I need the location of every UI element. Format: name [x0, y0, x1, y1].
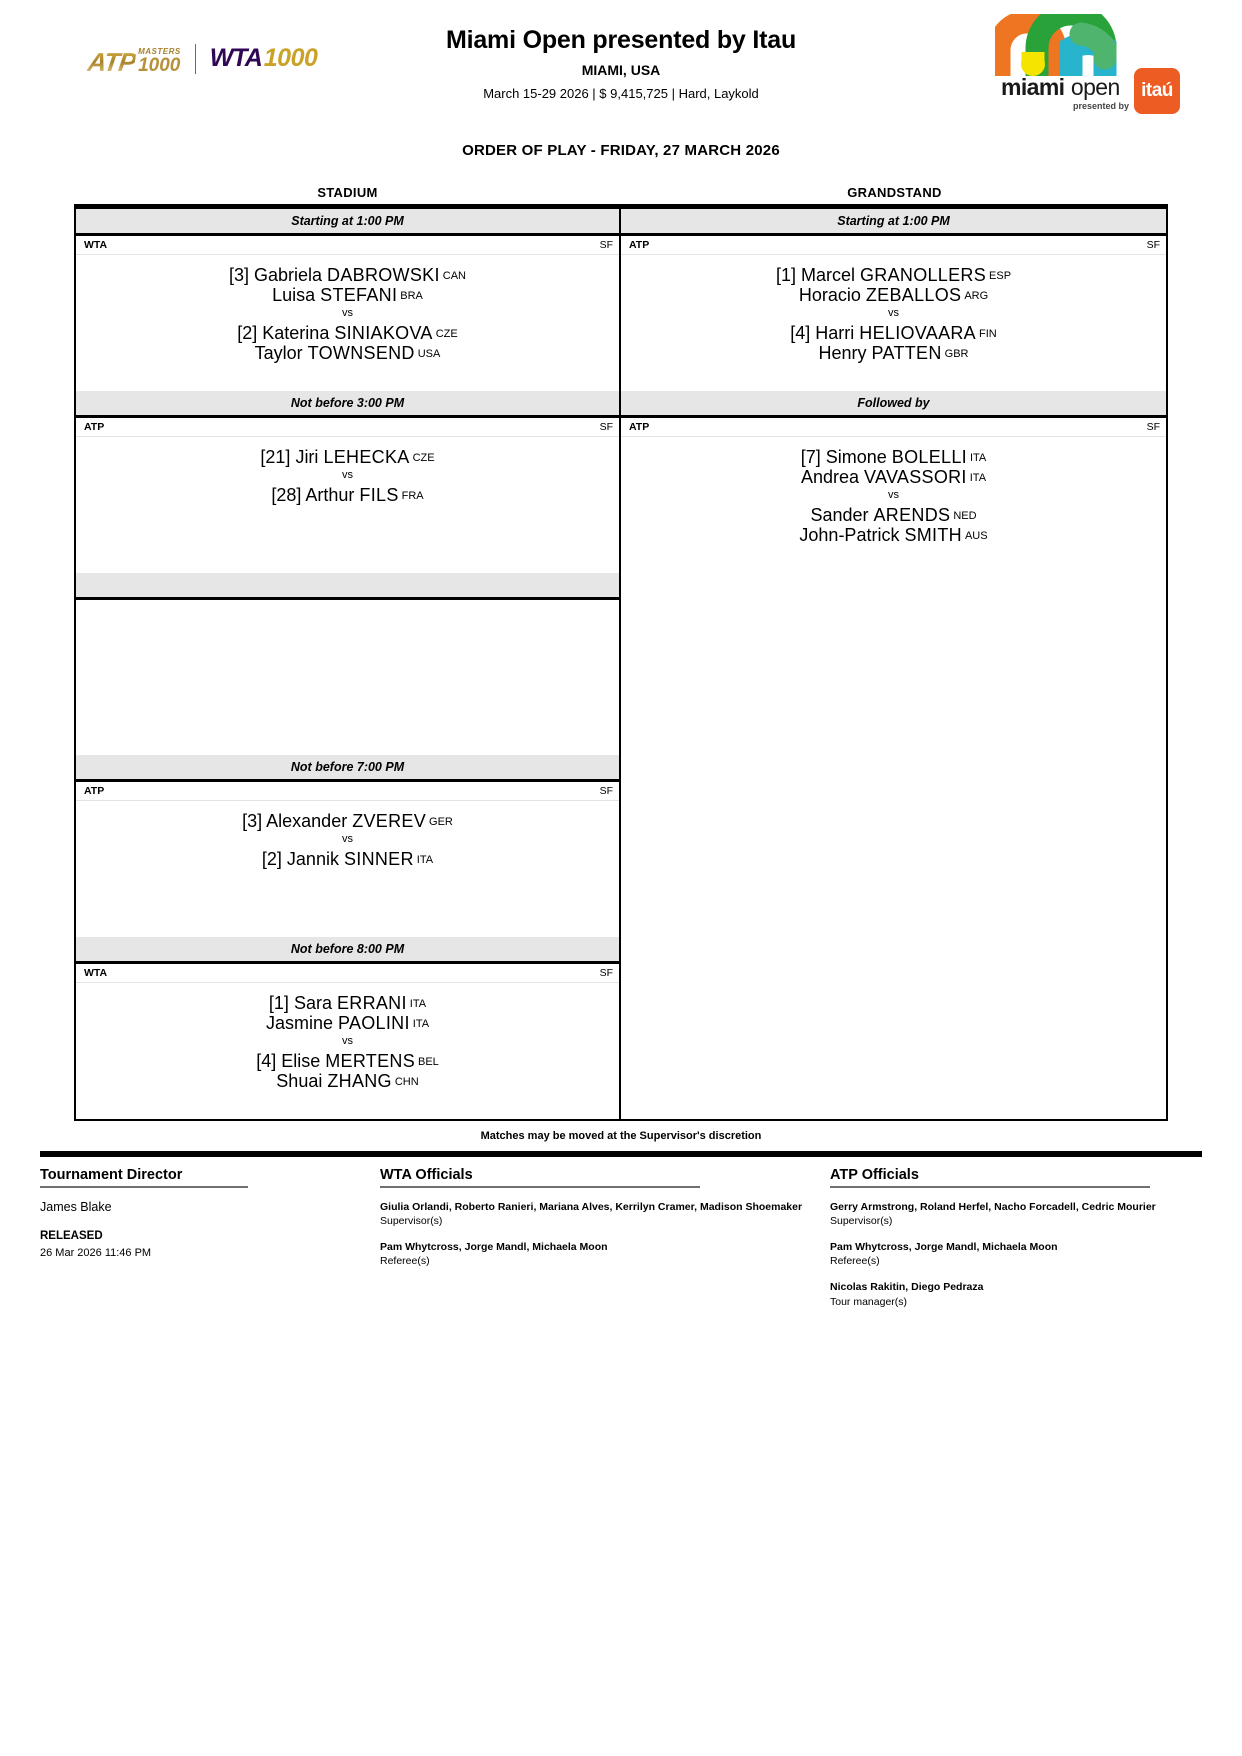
schedule-cell-stadium — [76, 937, 621, 1119]
match-entry-empty — [621, 755, 1166, 937]
wta-logo-word: WTA — [209, 44, 262, 72]
player-seed: [2] — [237, 322, 263, 343]
match-entry[interactable] — [76, 801, 619, 937]
player-seed: [3] — [228, 265, 254, 285]
atp-official-names: Pam Whytcross, Jorge Mandl, Michaela Moon — [830, 1241, 1058, 1254]
miami-open-word-open: open — [1070, 74, 1120, 100]
schedule-cell-stadium — [76, 209, 621, 391]
schedule-cell-grandstand — [621, 391, 1166, 573]
player-country-code: NED — [953, 509, 977, 522]
match-tour-round-bar — [76, 964, 619, 983]
atp-officials-heading: ATP Officials — [830, 1167, 919, 1183]
wta-official-group — [380, 1240, 812, 1267]
atp-official-role: Referee(s) — [830, 1255, 880, 1268]
schedule-cell-grandstand — [621, 573, 1166, 755]
player-country-code: ITA — [969, 452, 987, 464]
player-first-name: Marcel — [800, 265, 860, 285]
player-last-name: ZEBALLOS — [865, 285, 962, 306]
atp-official-group — [830, 1240, 1184, 1267]
player-name-line — [801, 447, 987, 467]
atp-logo-tier: 1000 — [138, 55, 181, 76]
wta-official-names: Giulia Orlandi, Roberto Ranieri, Mariana Alves, Kerrilyn Cramer, Madison Shoemaker — [380, 1201, 803, 1213]
schedule-row — [76, 209, 1166, 391]
atp-official-group — [830, 1280, 1184, 1307]
tournament-director-heading: Tournament Director — [40, 1167, 183, 1183]
schedule-row — [76, 937, 1166, 1119]
player-first-name: Jiri — [295, 447, 324, 467]
player-country-code: GER — [429, 816, 453, 828]
wta-officials-column — [380, 1167, 830, 1321]
match-round-label: SF — [599, 239, 613, 251]
itau-sponsor-logo: itaú — [1134, 68, 1180, 114]
player-name-line — [819, 343, 969, 363]
wta-logo-tier: 1000 — [263, 44, 318, 72]
miami-open-word-miami: miami — [1001, 74, 1065, 100]
schedule-grid — [74, 204, 1168, 1121]
player-first-name: Elise — [281, 1050, 326, 1071]
player-last-name: GRANOLLERS — [859, 265, 987, 285]
atp-logo-masters-text: MASTERS — [138, 47, 181, 56]
match-tour-label: WTA — [84, 239, 108, 251]
player-first-name: Harri — [815, 322, 860, 343]
match-entry[interactable] — [621, 255, 1166, 391]
player-last-name: VAVASSORI — [864, 467, 967, 488]
player-name-line — [242, 811, 453, 831]
tournament-title: Miami Open presented by Itau — [445, 26, 797, 54]
player-seed: [28] — [271, 484, 306, 505]
player-last-name: DABROWSKI — [327, 265, 440, 285]
wta-official-names: Pam Whytcross, Jorge Mandl, Michaela Moon — [380, 1241, 608, 1254]
player-last-name: ZVEREV — [352, 811, 427, 831]
player-first-name: Henry — [818, 342, 872, 363]
player-first-name: Horacio — [798, 285, 866, 306]
player-seed: [4] — [790, 322, 816, 343]
match-time-label: Not before 7:00 PM — [76, 755, 619, 782]
player-name-line — [276, 1071, 418, 1091]
schedule-row — [76, 391, 1166, 573]
supervisor-discretion-note: Matches may be moved at the Supervisor's discretion — [480, 1130, 762, 1142]
player-first-name: Alexander — [266, 811, 353, 831]
match-entry-empty — [76, 600, 619, 755]
player-name-line — [266, 1013, 429, 1033]
player-last-name: ARENDS — [873, 504, 951, 525]
versus-separator: vs — [888, 307, 899, 320]
player-last-name: PAOLINI — [337, 1013, 410, 1034]
logo-divider — [195, 44, 196, 74]
player-first-name: Sara — [293, 993, 337, 1013]
player-country-code: CZE — [412, 452, 435, 464]
wta-official-role: Referee(s) — [380, 1255, 430, 1268]
player-name-line — [262, 849, 433, 869]
player-last-name: STEFANI — [320, 285, 398, 306]
player-first-name: Arthur — [305, 484, 360, 505]
player-name-line — [799, 285, 988, 305]
court-headers — [74, 185, 1168, 200]
match-time-label: Starting at 1:00 PM — [621, 209, 1166, 236]
match-time-label: Followed by — [621, 391, 1166, 418]
versus-separator: vs — [342, 1035, 353, 1048]
atp-official-role: Tour manager(s) — [830, 1295, 908, 1308]
versus-separator: vs — [342, 469, 353, 482]
player-first-name: Andrea — [800, 467, 864, 488]
match-entry[interactable] — [76, 437, 619, 573]
player-first-name: Taylor — [254, 342, 308, 363]
match-entry-empty — [621, 573, 1166, 755]
atp-official-group — [830, 1200, 1184, 1227]
match-tour-round-bar — [76, 418, 619, 437]
order-of-play-title: ORDER OF PLAY - FRIDAY, 27 MARCH 2026 — [462, 142, 780, 159]
match-round-label: SF — [599, 421, 613, 433]
wta-official-role: Supervisor(s) — [380, 1215, 443, 1228]
atp-officials-heading-rule — [830, 1186, 1150, 1188]
tournament-director-heading-rule — [40, 1186, 248, 1188]
player-last-name: SINNER — [343, 848, 414, 869]
versus-separator: vs — [342, 833, 353, 846]
tournament-director-column — [40, 1167, 380, 1321]
schedule-cell-stadium — [76, 391, 621, 573]
player-country-code: FIN — [979, 327, 997, 340]
player-first-name: Katerina — [262, 322, 335, 343]
match-round-label: SF — [1146, 421, 1160, 433]
match-tour-label: ATP — [84, 785, 105, 797]
wta-officials-heading: WTA Officials — [380, 1167, 473, 1183]
match-time-label: Starting at 1:00 PM — [76, 209, 619, 236]
player-name-line — [256, 1051, 439, 1071]
released-datetime: 26 Mar 2026 11:46 PM — [40, 1247, 152, 1259]
court-header-stadium: STADIUM — [317, 185, 378, 200]
match-time-label — [76, 573, 619, 600]
player-country-code: ITA — [412, 1018, 430, 1031]
tournament-director-name: James Blake — [40, 1200, 112, 1214]
tournament-info: March 15-29 2026 | $ 9,415,725 | Hard, Laykold — [483, 86, 759, 101]
schedule-cell-grandstand — [621, 209, 1166, 391]
match-tour-label: WTA — [84, 967, 108, 979]
wta-1000-logo — [210, 44, 318, 73]
player-last-name: PATTEN — [871, 342, 942, 363]
player-last-name: ERRANI — [336, 993, 407, 1013]
atp-masters-1000-logo — [85, 42, 181, 77]
tour-logos — [85, 42, 318, 77]
player-country-code: AUS — [964, 529, 988, 542]
player-first-name: John-Patrick — [799, 524, 905, 545]
match-time-label: Not before 8:00 PM — [76, 937, 619, 964]
versus-separator: vs — [342, 307, 353, 320]
atp-official-role: Supervisor(s) — [830, 1215, 893, 1228]
match-tour-round-bar — [76, 236, 619, 255]
player-country-code: CZE — [435, 327, 458, 340]
match-entry[interactable] — [621, 437, 1166, 573]
miami-open-wordmark — [1001, 76, 1120, 99]
player-first-name: Sander — [810, 504, 874, 525]
match-tour-round-bar — [621, 418, 1166, 437]
match-round-label: SF — [599, 785, 613, 797]
page-header — [0, 0, 1242, 120]
player-last-name: SINIAKOVA — [334, 322, 433, 343]
player-last-name: ZHANG — [327, 1070, 392, 1091]
player-name-line — [260, 447, 434, 467]
wta-officials-list — [380, 1200, 812, 1267]
match-time-label: Not before 3:00 PM — [76, 391, 619, 418]
player-last-name: FILS — [359, 484, 399, 505]
atp-official-names: Gerry Armstrong, Roland Herfel, Nacho Forcadell, Cedric Mourier — [830, 1201, 1156, 1213]
player-first-name: Shuai — [276, 1070, 328, 1091]
player-country-code: GBR — [944, 347, 969, 360]
versus-separator: vs — [888, 489, 899, 502]
match-tour-label: ATP — [629, 239, 650, 251]
player-seed: [7] — [800, 447, 826, 467]
player-name-line — [271, 485, 423, 505]
player-country-code: BRA — [400, 290, 423, 303]
player-first-name: Jasmine — [265, 1013, 338, 1034]
player-first-name: Luisa — [272, 285, 321, 306]
schedule-cell-stadium — [76, 573, 621, 755]
player-name-line — [799, 525, 987, 545]
player-name-line — [255, 343, 441, 363]
miami-open-arc-icon — [995, 14, 1135, 76]
match-round-label: SF — [599, 967, 613, 979]
player-name-line — [790, 323, 996, 343]
wta-official-group — [380, 1200, 812, 1227]
player-name-line — [229, 265, 466, 285]
match-tour-label: ATP — [84, 421, 105, 433]
player-last-name: SMITH — [904, 524, 962, 545]
player-seed: [2] — [261, 848, 287, 869]
schedule-cell-grandstand — [621, 755, 1166, 937]
tournament-city: MIAMI, USA — [581, 62, 661, 78]
player-country-code: ARG — [964, 290, 989, 303]
player-name-line — [272, 285, 423, 305]
miami-open-presented-by: presented by — [1073, 101, 1130, 111]
atp-logo-word: ATP — [85, 47, 138, 77]
player-country-code: ITA — [416, 853, 434, 866]
player-last-name: MERTENS — [325, 1050, 415, 1071]
player-country-code: CAN — [442, 270, 466, 282]
match-entry[interactable] — [76, 255, 619, 391]
player-seed: [21] — [260, 447, 296, 467]
schedule-row — [76, 755, 1166, 937]
schedule-cell-grandstand — [621, 937, 1166, 1119]
player-name-line — [776, 265, 1011, 285]
player-last-name: HELIOVAARA — [859, 322, 976, 343]
player-country-code: CHN — [394, 1075, 419, 1088]
player-country-code: FRA — [401, 489, 424, 502]
player-last-name: BOLELLI — [891, 447, 967, 467]
player-country-code: ITA — [969, 472, 987, 485]
player-seed: [1] — [268, 993, 294, 1013]
match-entry[interactable] — [76, 983, 619, 1119]
player-seed: [1] — [775, 265, 801, 285]
match-tour-round-bar — [621, 236, 1166, 255]
player-name-line — [801, 467, 986, 487]
match-tour-round-bar — [76, 782, 619, 801]
player-country-code: ITA — [409, 998, 427, 1010]
match-entry-empty — [621, 937, 1166, 1119]
miami-open-logo — [995, 14, 1180, 114]
atp-official-names: Nicolas Rakitin, Diego Pedraza — [830, 1281, 984, 1294]
player-seed: [4] — [256, 1050, 282, 1071]
player-first-name: Gabriela — [254, 265, 328, 285]
schedule-row — [76, 573, 1166, 755]
player-country-code: USA — [417, 347, 441, 360]
player-last-name: LEHECKA — [323, 447, 410, 467]
player-name-line — [269, 993, 426, 1013]
player-country-code: ESP — [989, 270, 1012, 282]
player-seed: [3] — [242, 811, 267, 831]
atp-officials-list — [830, 1200, 1184, 1308]
match-tour-label: ATP — [629, 421, 650, 433]
schedule-cell-stadium — [76, 755, 621, 937]
page-footer — [40, 1157, 1202, 1321]
player-name-line — [237, 323, 457, 343]
atp-officials-column — [830, 1167, 1202, 1321]
player-name-line — [810, 505, 976, 525]
player-first-name: Simone — [825, 447, 892, 467]
released-label: RELEASED — [40, 1230, 103, 1242]
wta-officials-heading-rule — [380, 1186, 700, 1188]
player-first-name: Jannik — [286, 848, 344, 869]
player-last-name: TOWNSEND — [307, 342, 415, 363]
player-country-code: BEL — [418, 1055, 439, 1068]
match-round-label: SF — [1146, 239, 1160, 251]
court-header-grandstand: GRANDSTAND — [847, 185, 942, 200]
